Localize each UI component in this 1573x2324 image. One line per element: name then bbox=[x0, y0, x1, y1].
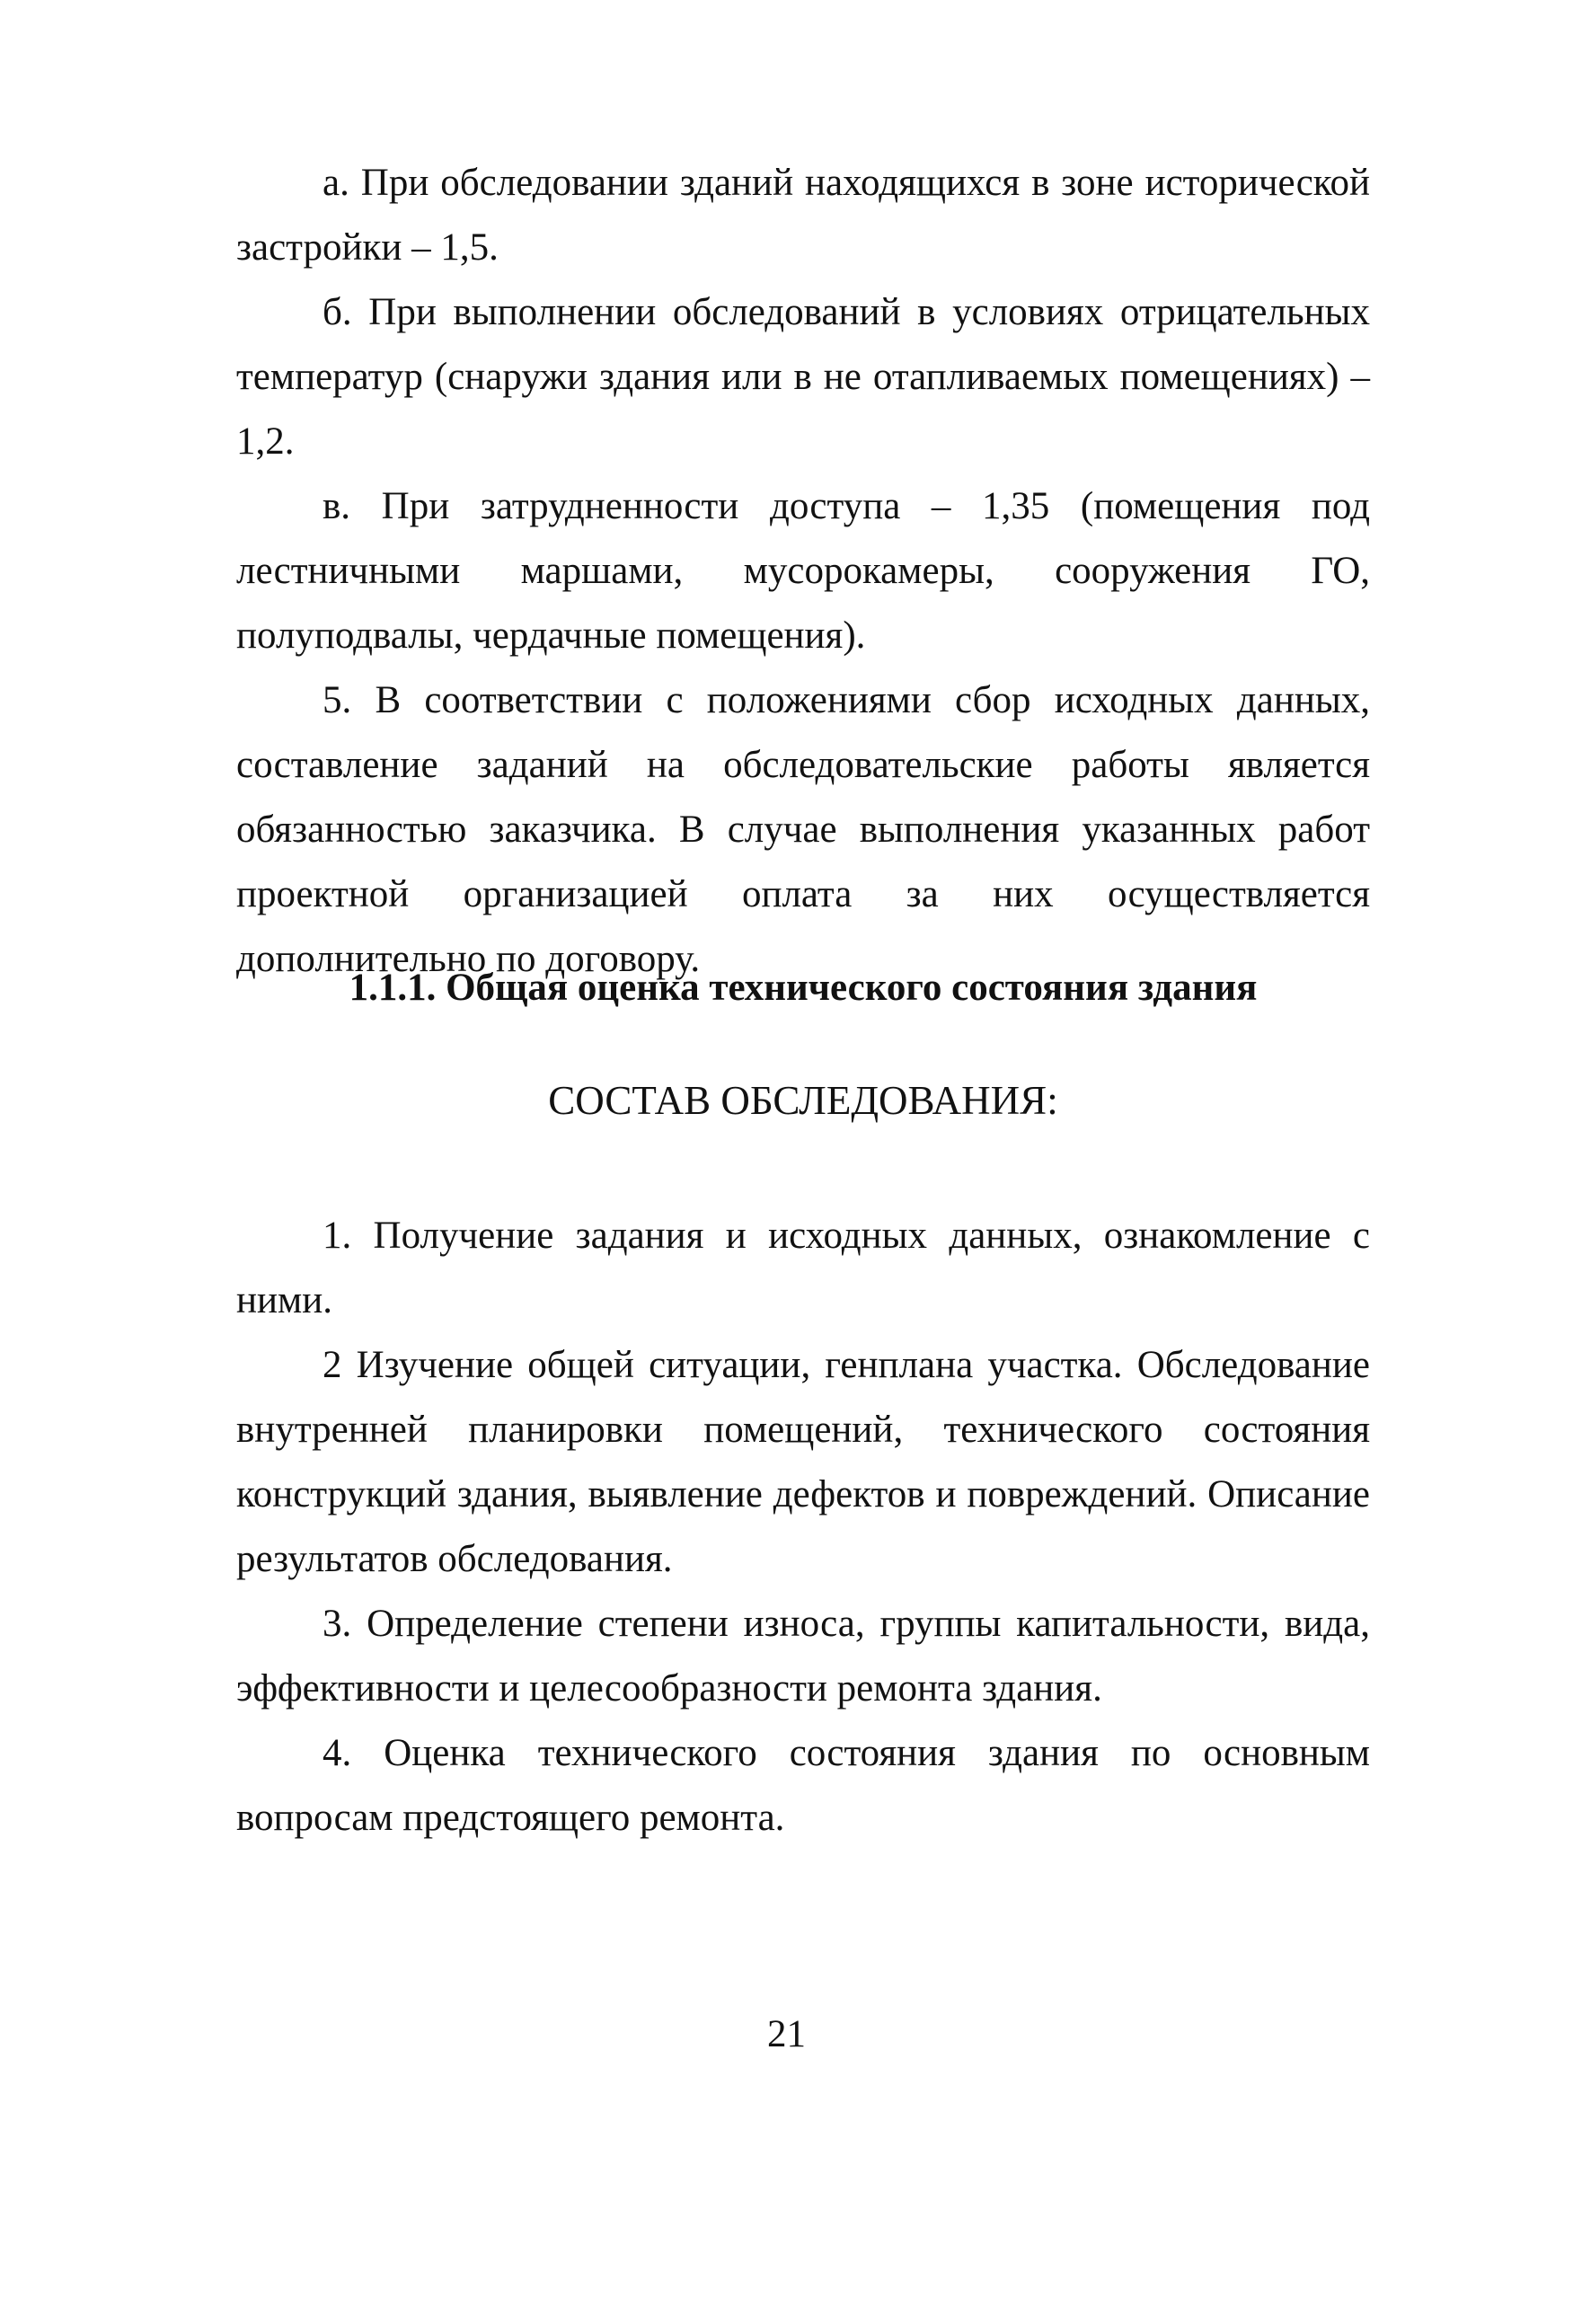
list-item-4: 4. Оценка технического состояния здания по основным вопросам предстоящего ремонта. bbox=[236, 1732, 1370, 1839]
list-item-1: 1. Получение задания и исходных данных, ознакомление с ними. bbox=[236, 1215, 1370, 1321]
paragraph-v: в. При затрудненности доступа – 1,35 (помещения под лестничными маршами, мусорокамеры, сооружения ГО, полуподвалы, чердачные помещения). bbox=[236, 485, 1370, 657]
intro-paragraphs bbox=[236, 151, 1370, 992]
page-number: 21 bbox=[767, 2013, 806, 2055]
section-heading: 1.1.1. Общая оценка технического состояния здания bbox=[349, 967, 1258, 1009]
paragraph-5: 5. В соответствии с положениями сбор исходных данных, составление заданий на обследовательские работы является обязанностью заказчика. В случае выполнения указанных работ проектной организацией оплата за них осуществляется дополнительно по договору. bbox=[236, 679, 1370, 980]
paragraph-a: а. При обследовании зданий находящихся в зоне исторической застройки – 1,5. bbox=[236, 162, 1370, 269]
composition-title: СОСТАВ ОБСЛЕДОВАНИЯ: bbox=[548, 1078, 1058, 1123]
paragraph-b: б. При выполнении обследований в условиях отрицательных температур (снаружи здания или в не отапливаемых помещениях) – 1,2. bbox=[236, 291, 1370, 463]
list-item-3: 3. Определение степени износа, группы капитальности, вида, эффективности и целесообразности ремонта здания. bbox=[236, 1603, 1370, 1710]
list-item-2: 2 Изучение общей ситуации, генплана участка. Обследование внутренней планировки помещений, технического состояния конструкций здания, выявление дефектов и повреждений. Описание результатов обследования. bbox=[236, 1344, 1370, 1580]
composition-list bbox=[236, 1204, 1370, 1851]
